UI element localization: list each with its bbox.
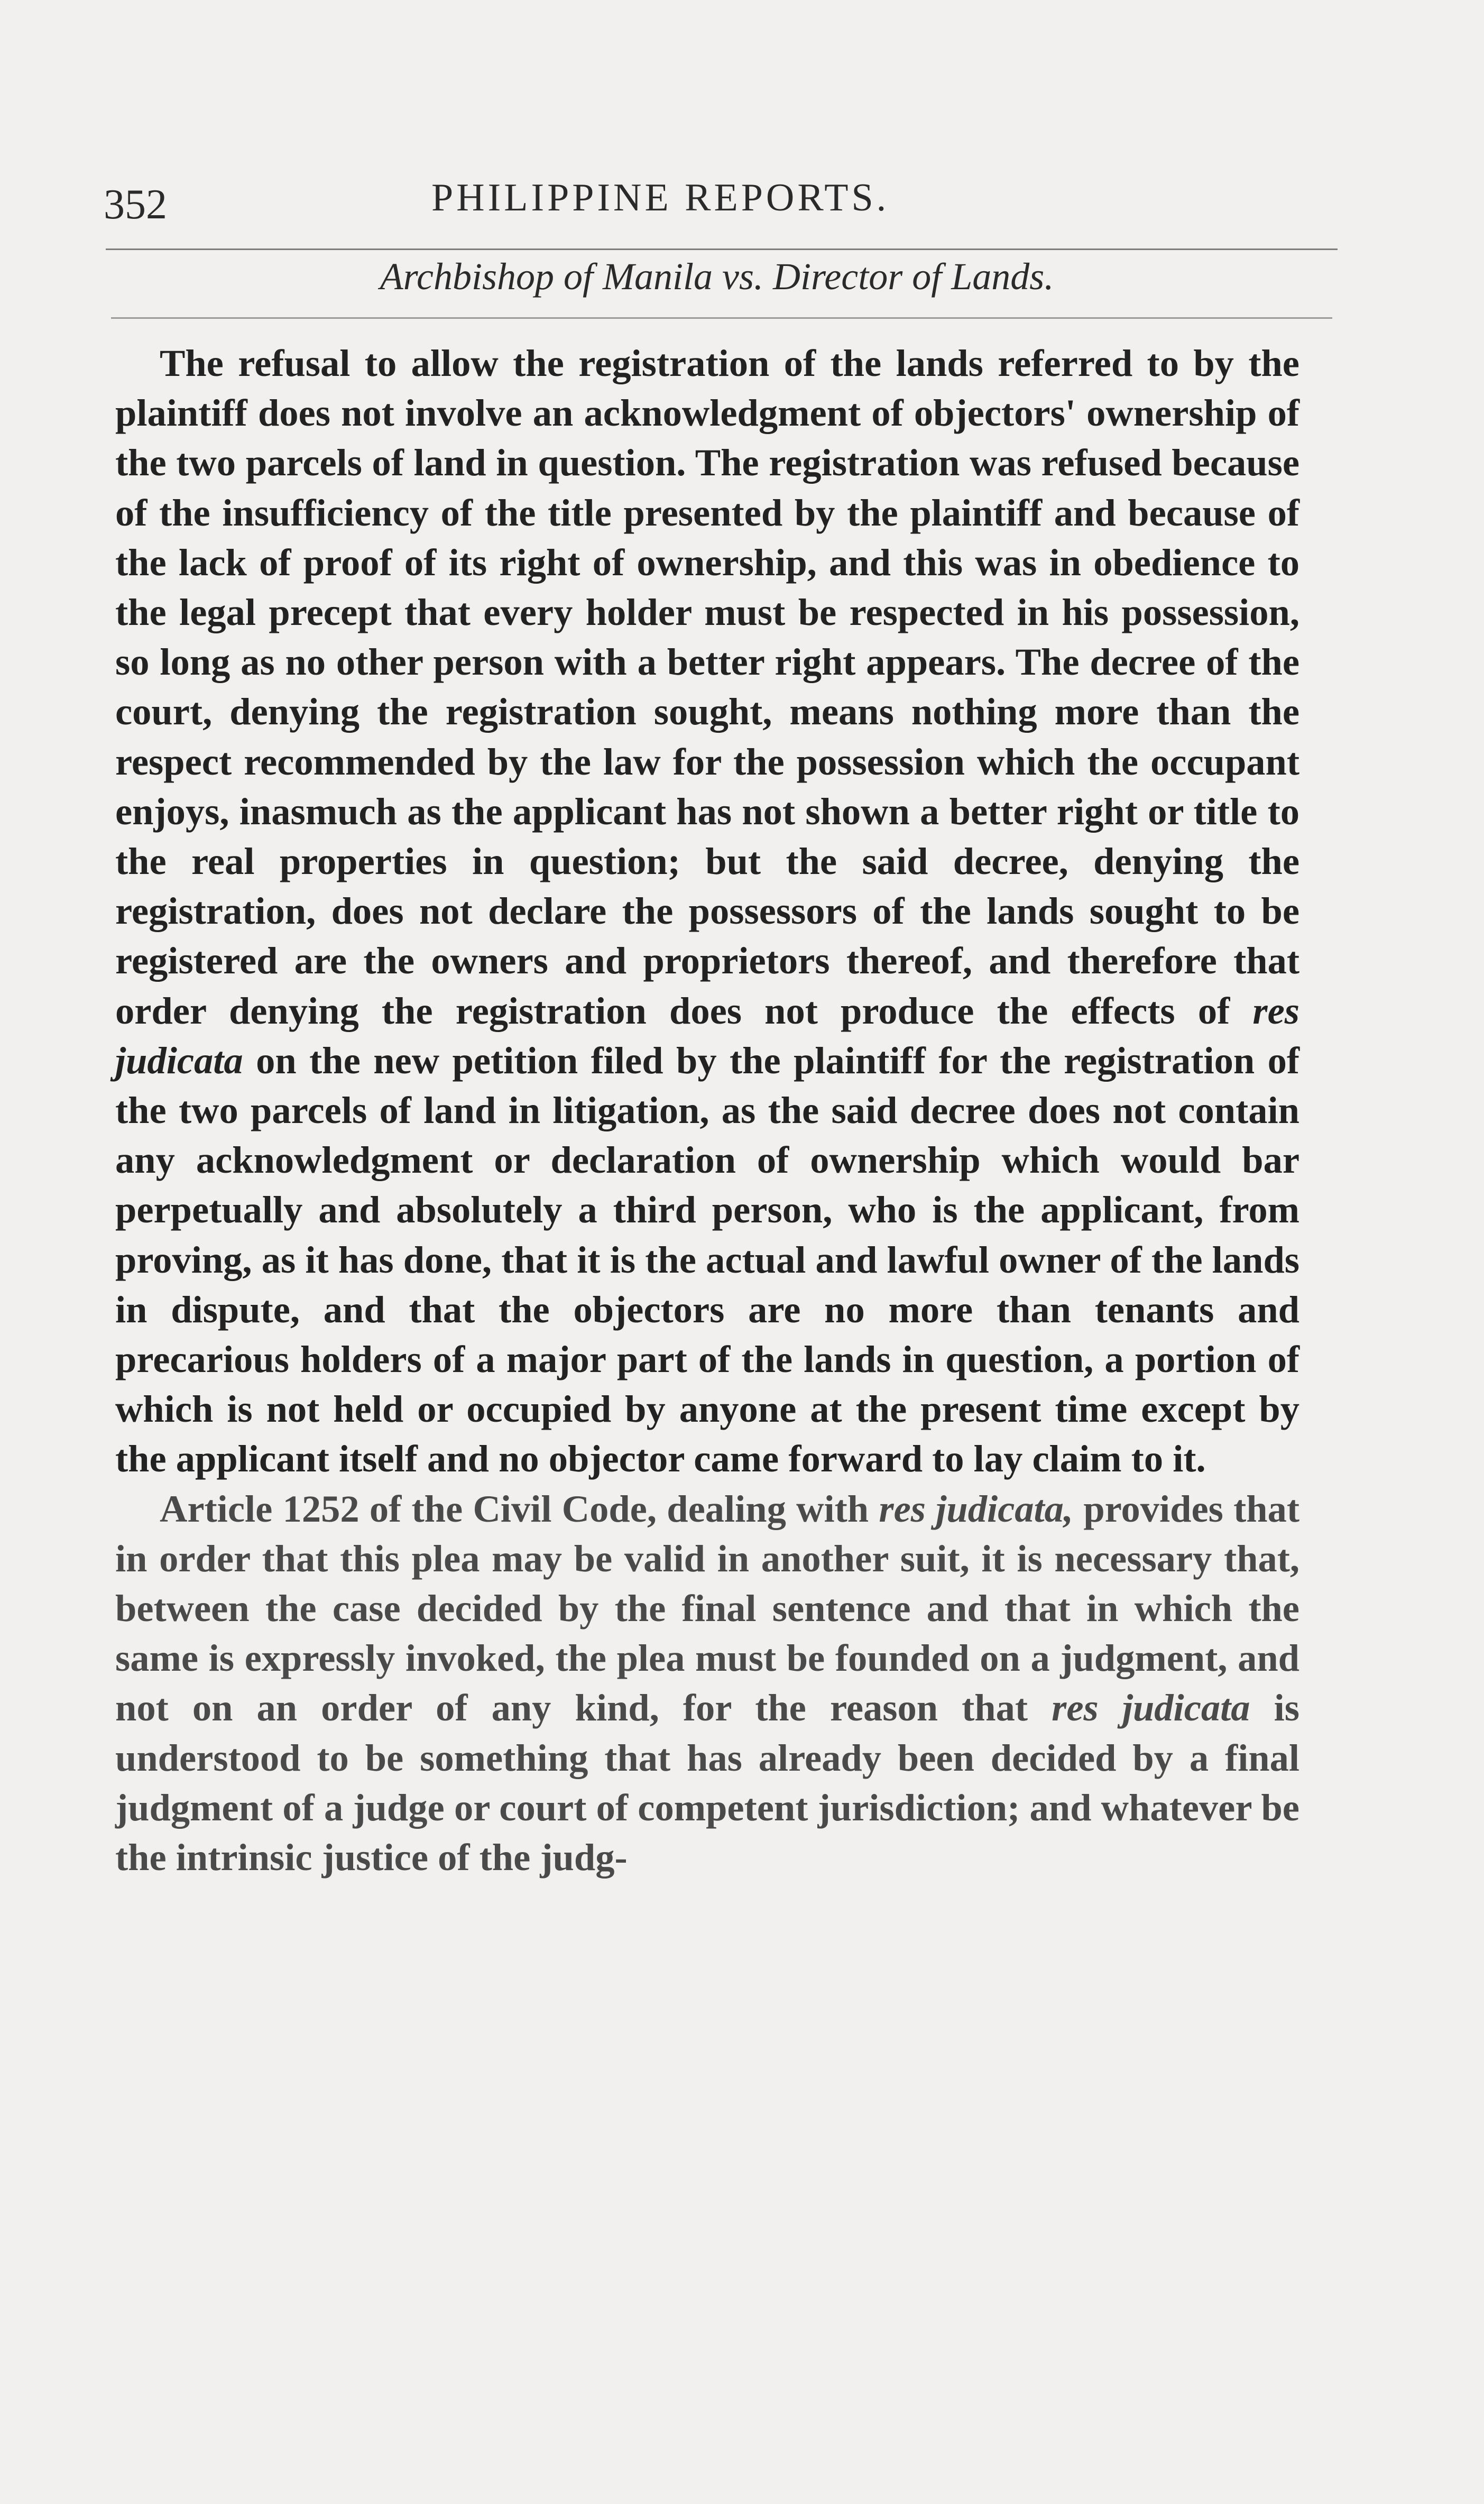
paragraph-2-text-c: is understood to be something that has already been decided by a final judgment of a judge or court of competent jurisdiction; and whatever be the intrinsic justice of the judg- [115,1686,1299,1879]
header-rule [106,248,1338,250]
paragraph-1-italic-a: res judicata [115,989,1300,1082]
paragraph-2-italic-a: res judicata, [879,1487,1074,1530]
paragraph-2-italic-b: res judicata [1052,1686,1250,1729]
case-title: Archbishop of Manila vs. Director of Lands. [380,255,1054,298]
running-head: PHILIPPINE REPORTS. [431,176,890,219]
paragraph-1 [115,338,1299,1484]
page-header [104,170,1330,239]
paragraph-2 [115,1484,1299,1883]
paragraph-2-text-b: provides that in order that this plea may be valid in another suit, it is necessary that, between the case decided by the final sentence and that in which the same is expressly invoked, the plea must be founded on a judgment, and not on an order of any kind, for the reason that [115,1487,1300,1729]
paragraph-2-text-a: Article 1252 of the Civil Code, dealing with [160,1487,869,1530]
title-rule [111,317,1332,319]
body-text [115,338,1299,1882]
paragraph-1-text-b: on the new petition filed by the plaintiff for the registration of the two parcels of land in litigation, as the said decree does not contain any acknowledgment or declaration of ownership which would bar perpetually and absolutely a third person, who is the applicant, from proving, as it has done, that it is the actual and lawful owner of the lands in dispute, and that the objectors are no more than tenants and precarious holders of a major part of the lands in question, a portion of which is not held or occupied by anyone at the present time except by the applicant itself and no objector came forward to lay claim to it. [115,1038,1299,1480]
page-number: 352 [104,181,167,228]
paragraph-1-text-a: The refusal to allow the registration of the lands referred to by the plaintiff does not involve an acknowledgment of objectors' ownership of the two parcels of land in question. The registration was refused because of the insufficiency of the title presented by the plaintiff and because of the lack of proof of its right of ownership, and this was in obedience to the legal precept that every holder must be respected in his possession, so long as no other person with a better right appears. The decree of the court, denying the registration sought, means nothing more than the respect recommended by the law for the possession which the occupant enjoys, inasmuch as the applicant has not shown a better right or title to the real properties in question; but the said decree, denying the registration, does not declare the possessors of the lands sought to be registered are the owners and proprietors thereof, and therefore that order denying the registration does not produce the effects of [115,342,1299,1032]
